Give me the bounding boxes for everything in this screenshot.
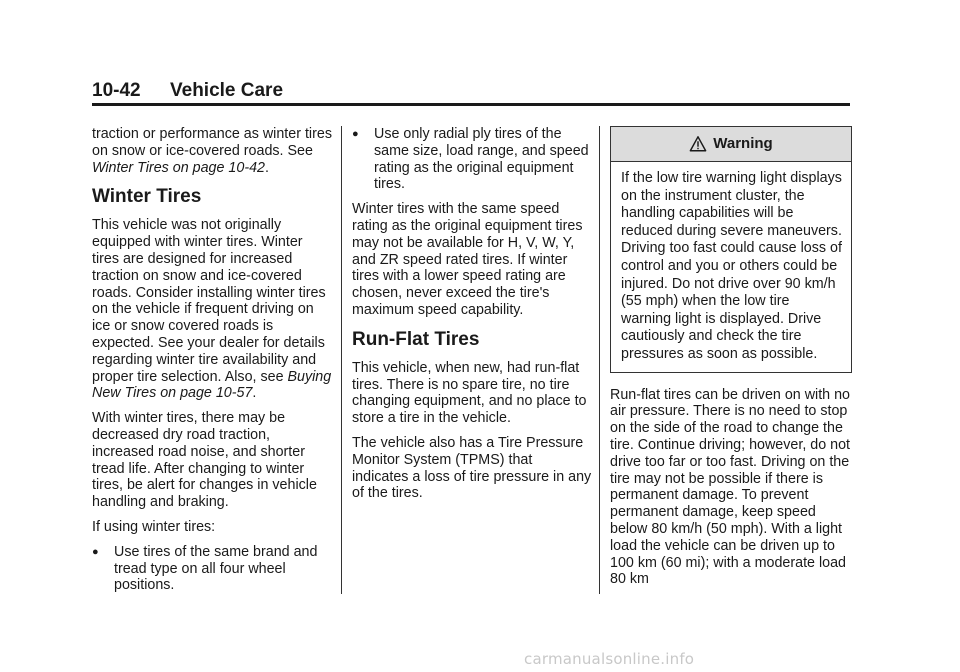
paragraph: traction or performance as winter tires on snow or ice-covered roads. See Winter Tires on page 10-42. [92, 126, 332, 176]
page-number: 10-42 [92, 80, 141, 101]
column-divider [599, 126, 600, 594]
paragraph: This vehicle, when new, had run-flat tires. There is no spare tire, no tire changing equipment, and no place to store a tire in the vehicle. [352, 359, 587, 427]
warning-triangle-icon [689, 135, 707, 153]
cross-reference: Winter Tires on page 10-42 [92, 159, 265, 176]
warning-box [610, 126, 852, 373]
warning-text: If the low tire warning light displays on the instrument cluster, the handling capabilities will be reduced during severe maneuvers. Driving too fast could cause loss of control and you or others could be injured. Do not drive over 90 km/h (55 mph) when the low tire warning light is displayed. Drive cautiously and check the tire pressures as soon as possible. [621, 170, 842, 362]
column-3 [610, 126, 852, 596]
column-divider [341, 126, 342, 594]
paragraph: Run-flat tires can be driven on with no air pressure. There is no need to stop on the side of the road to change the tire. Continue driving; however, do not drive too far or too fast. Driving on the tire may not be possible if there is permanent damage. To prevent permanent damage, keep speed below 80 km/h (50 mph). With a light load the vehicle can be driven up to 100 km (60 mi); with a moderate load 80 km [610, 386, 851, 588]
bullet-icon: ● [92, 545, 99, 558]
bullet-icon: ● [352, 128, 359, 140]
heading-run-flat-tires: Run-Flat Tires [352, 328, 480, 350]
paragraph: Winter tires with the same speed rating as the original equipment tires may not be available for H, V, W, Y, and ZR speed rated tires. If winter tires with a lower speed rating are chosen, never exceed the tire's maximum speed capability. [352, 201, 583, 318]
warning-header [611, 127, 851, 162]
header-rule [92, 103, 850, 106]
cross-reference: Buying New Tires on page 10-57 [92, 368, 332, 402]
section-title: Vehicle Care [170, 80, 284, 101]
column-1 [92, 126, 332, 602]
watermark: carmanualsonline.info [524, 650, 695, 668]
paragraph: With winter tires, there may be decreased dry road traction, increased road noise, and shorter tread life. After changing to winter tires, be alert for changes in vehicle handling and braking. [92, 410, 317, 511]
page-header [92, 80, 850, 102]
paragraph: If using winter tires: [92, 518, 216, 535]
warning-title: Warning [713, 134, 773, 152]
paragraph: This vehicle was not originally equipped with winter tires. Winter tires are designed for increased traction on snow and ice-covered roads. Consider installing winter tires on the vehicle if frequent driving on ice or snow covered roads is expected. See your dealer for details regarding winter tire availability and proper tire selection. Also, see Buying New Tires on page 10-57. [92, 217, 332, 402]
bullet-item: ● Use only radial ply tires of the same size, load range, and speed rating as the original equipment tires. [352, 126, 589, 193]
heading-winter-tires: Winter Tires [92, 186, 202, 208]
paragraph: The vehicle also has a Tire Pressure Monitor System (TPMS) that indicates a loss of tire pressure in any of the tires. [352, 434, 592, 502]
column-2 [352, 126, 592, 510]
bullet-item: ● Use tires of the same brand and tread type on all four wheel positions. [92, 543, 318, 594]
